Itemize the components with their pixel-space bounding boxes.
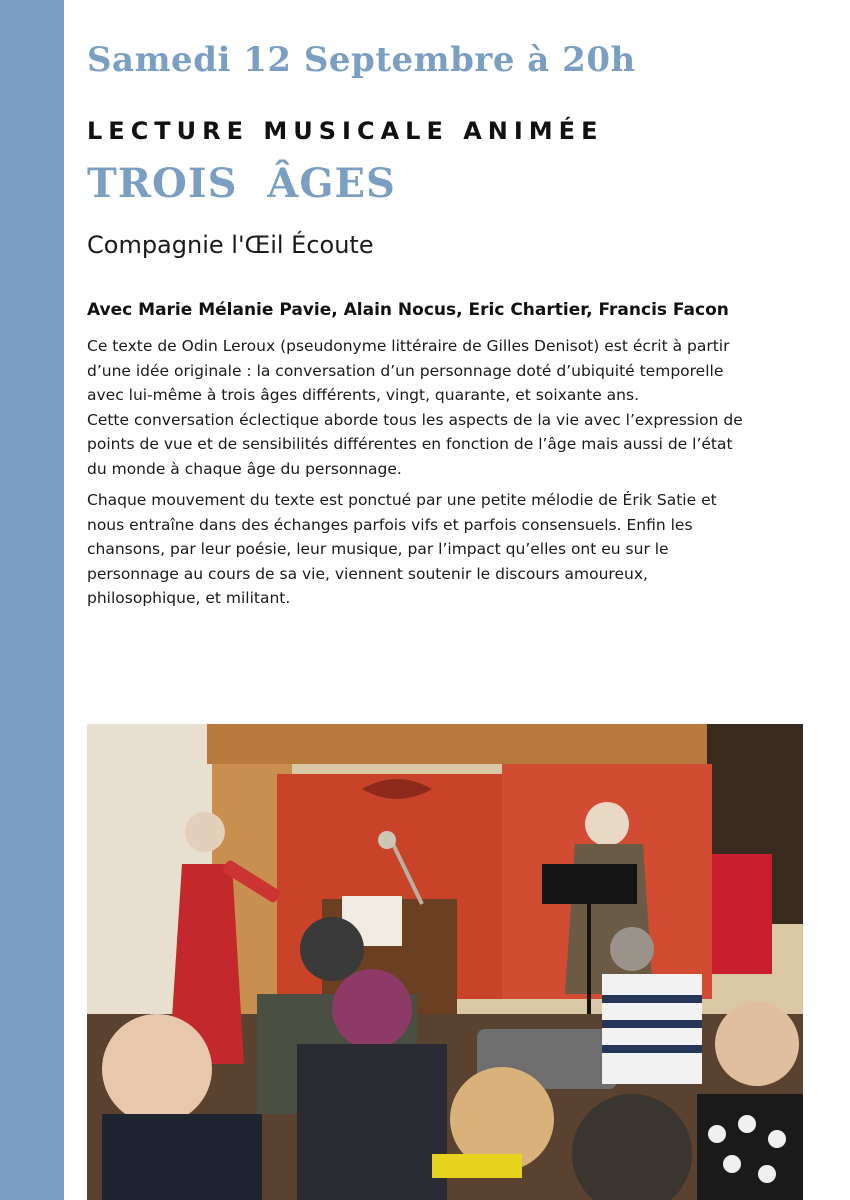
- audience-hat: [332, 969, 412, 1049]
- audience-head: [300, 917, 364, 981]
- company-name: Compagnie l'Œil Écoute: [87, 231, 374, 259]
- audience-body: [697, 1094, 803, 1200]
- description-line: Chaque mouvement du texte est ponctué par une petite mélodie de Érik Satie et: [87, 491, 717, 509]
- description-line: du monde à chaque âge du personnage.: [87, 459, 402, 478]
- description-line: Cette conversation éclectique aborde tous les aspects de la vie avec l’expression de: [87, 410, 743, 429]
- description-line: philosophique, et militant.: [87, 589, 291, 607]
- audience-head: [102, 1014, 212, 1124]
- red-table: [712, 854, 772, 974]
- event-date: Samedi 12 Septembre à 20h: [87, 40, 636, 80]
- audience-body: [102, 1114, 262, 1200]
- description-line: points de vue et de sensibilités différentes en fonction de l’âge mais aussi de l’état: [87, 435, 733, 453]
- audience-body: [602, 974, 702, 1084]
- music-stand: [542, 864, 637, 904]
- description-line: nous entraîne dans des échanges parfois vifs et parfois consensuels. Enfin les: [87, 515, 693, 534]
- event-title: TROIS ÂGES: [87, 160, 396, 207]
- event-kicker: LECTURE MUSICALE ANIMÉE: [87, 117, 604, 145]
- performer-left-head: [185, 812, 225, 852]
- lamp-head: [378, 831, 396, 849]
- audience-head: [610, 927, 654, 971]
- description-line: personnage au cours de sa vie, viennent soutenir le discours amoureux,: [87, 564, 648, 583]
- description-line: d’une idée originale : la conversation d’un personnage doté d’ubiquité temporelle: [87, 361, 724, 380]
- description-line: chansons, par leur poésie, leur musique, par l’impact qu’elles ont eu sur le: [87, 540, 669, 558]
- audience-body: [297, 1044, 447, 1200]
- description: [87, 334, 803, 611]
- cast-list: Avec Marie Mélanie Pavie, Alain Nocus, Eric Chartier, Francis Facon: [87, 300, 729, 320]
- performer-right-head: [585, 802, 629, 846]
- yellow-headband: [432, 1154, 522, 1178]
- performance-photo: [87, 724, 803, 1200]
- side-accent-bar: [0, 0, 64, 1200]
- description-line: avec lui-même à trois âges différents, vingt, quarante, et soixante ans.: [87, 386, 640, 404]
- description-line: Ce texte de Odin Leroux (pseudonyme littéraire de Gilles Denisot) est écrit à partir: [87, 337, 730, 355]
- performance-scene: [87, 724, 803, 1200]
- audience-head: [715, 1002, 799, 1086]
